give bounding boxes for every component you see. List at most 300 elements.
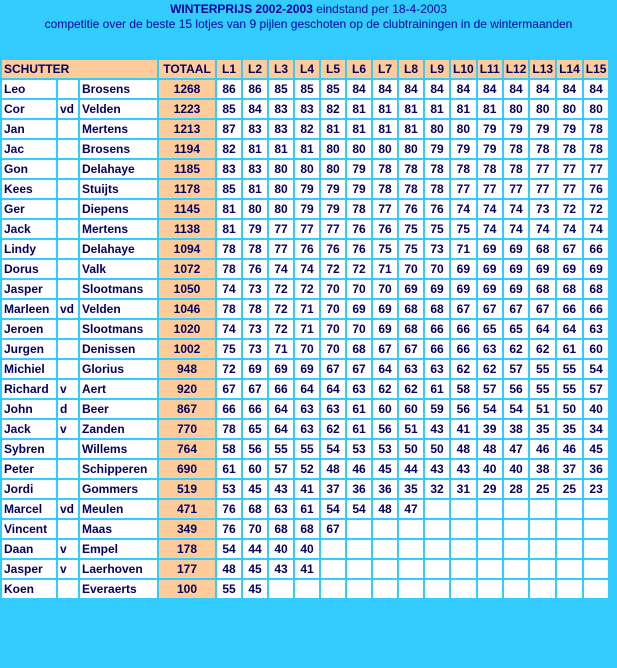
score-cell: 52 [295, 460, 319, 478]
score-cell: 77 [584, 160, 609, 178]
score-cell: 71 [373, 260, 397, 278]
score-cell: 66 [243, 400, 267, 418]
score-cell: 63 [399, 360, 423, 378]
score-cell [530, 580, 555, 598]
score-cell: 73 [243, 320, 267, 338]
score-cell: 43 [269, 560, 293, 578]
score-cell: 77 [478, 180, 502, 198]
total-cell: 100 [159, 580, 215, 598]
score-cell: 79 [557, 120, 582, 138]
score-cell [425, 540, 449, 558]
score-cell: 69 [347, 300, 371, 318]
score-cell: 78 [504, 160, 529, 178]
total-cell: 1194 [159, 140, 215, 158]
score-cell: 79 [321, 200, 345, 218]
score-cell [373, 520, 397, 538]
prefix-cell [58, 280, 78, 298]
last-name-cell: Schipperen [80, 460, 157, 478]
header-row [2, 60, 608, 78]
score-cell: 69 [425, 280, 449, 298]
score-cell: 69 [557, 260, 582, 278]
table-row [2, 380, 608, 398]
last-name-cell: Everaerts [80, 580, 157, 598]
score-cell: 70 [321, 280, 345, 298]
score-cell [399, 580, 423, 598]
score-cell [584, 580, 609, 598]
standings-table [0, 58, 610, 600]
last-name-cell: Slootmans [80, 320, 157, 338]
score-cell: 77 [295, 220, 319, 238]
table-row [2, 480, 608, 498]
score-cell: 60 [399, 400, 423, 418]
score-cell: 70 [347, 280, 371, 298]
score-cell: 76 [217, 520, 241, 538]
score-cell: 45 [243, 580, 267, 598]
table-row [2, 580, 608, 598]
score-cell [557, 500, 582, 518]
score-cell: 74 [217, 280, 241, 298]
score-cell: 53 [217, 480, 241, 498]
prefix-cell [58, 320, 78, 338]
score-cell: 78 [557, 140, 582, 158]
table-row [2, 80, 608, 98]
page-subtitle: competitie over de beste 15 lotjes van 9 pijlen geschoten op de clubtrainingen in de wintermaanden [44, 17, 573, 31]
score-cell: 69 [295, 360, 319, 378]
score-cell [399, 560, 423, 578]
score-cell: 61 [557, 340, 582, 358]
total-cell: 920 [159, 380, 215, 398]
table-row [2, 360, 608, 378]
score-cell: 81 [243, 140, 267, 158]
score-cell: 74 [530, 220, 555, 238]
score-cell [504, 540, 529, 558]
score-cell: 78 [504, 140, 529, 158]
first-name-cell: Richard [2, 380, 56, 398]
column-header-round: L6 [347, 60, 371, 78]
first-name-cell: Jasper [2, 560, 56, 578]
score-cell: 78 [373, 160, 397, 178]
score-cell: 25 [557, 480, 582, 498]
score-cell: 65 [504, 320, 529, 338]
score-cell: 76 [425, 200, 449, 218]
score-cell: 75 [399, 240, 423, 258]
score-cell: 63 [584, 320, 609, 338]
score-cell: 35 [557, 420, 582, 438]
score-cell: 85 [295, 80, 319, 98]
score-cell: 86 [243, 80, 267, 98]
score-cell: 70 [399, 260, 423, 278]
score-cell: 78 [530, 140, 555, 158]
score-cell: 57 [478, 380, 502, 398]
score-cell: 81 [295, 140, 319, 158]
score-cell: 37 [557, 460, 582, 478]
score-cell: 72 [269, 280, 293, 298]
score-cell: 79 [478, 120, 502, 138]
score-cell: 41 [295, 560, 319, 578]
prefix-cell [58, 340, 78, 358]
score-cell [425, 520, 449, 538]
score-cell: 72 [321, 260, 345, 278]
score-cell: 84 [478, 80, 502, 98]
prefix-cell: d [58, 400, 78, 418]
score-cell: 74 [451, 200, 476, 218]
last-name-cell: Glorius [80, 360, 157, 378]
first-name-cell: Marcel [2, 500, 56, 518]
score-cell: 38 [530, 460, 555, 478]
score-cell: 55 [269, 440, 293, 458]
score-cell: 53 [347, 440, 371, 458]
score-cell: 54 [504, 400, 529, 418]
first-name-cell: Kees [2, 180, 56, 198]
score-cell: 76 [373, 220, 397, 238]
score-cell: 76 [584, 180, 609, 198]
score-cell: 80 [295, 160, 319, 178]
score-cell: 69 [373, 320, 397, 338]
last-name-cell: Velden [80, 100, 157, 118]
score-cell: 80 [321, 160, 345, 178]
column-header-round: L12 [505, 62, 527, 76]
table-row [2, 460, 608, 478]
table-row [2, 240, 608, 258]
table-row [2, 180, 608, 198]
first-name-cell: Vincent [2, 520, 56, 538]
score-cell: 80 [347, 140, 371, 158]
score-cell [347, 540, 371, 558]
score-cell: 77 [269, 220, 293, 238]
total-cell: 1050 [159, 280, 215, 298]
score-cell: 75 [217, 340, 241, 358]
prefix-cell [58, 200, 78, 218]
score-cell: 55 [557, 360, 582, 378]
first-name-cell: John [2, 400, 56, 418]
score-cell: 68 [399, 300, 423, 318]
table-row [2, 500, 608, 518]
score-cell: 61 [295, 500, 319, 518]
score-cell: 85 [217, 180, 241, 198]
score-cell: 66 [451, 320, 476, 338]
score-cell: 77 [557, 160, 582, 178]
score-cell: 67 [557, 240, 582, 258]
first-name-cell: Jac [2, 140, 56, 158]
score-cell: 79 [504, 120, 529, 138]
first-name-cell: Jack [2, 220, 56, 238]
column-header-round: L15 [585, 62, 607, 76]
last-name-cell: Meulen [80, 500, 157, 518]
score-cell: 66 [451, 340, 476, 358]
last-name-cell: Delahaye [80, 160, 157, 178]
score-cell: 57 [504, 360, 529, 378]
score-cell: 66 [557, 300, 582, 318]
score-cell: 81 [478, 100, 502, 118]
score-cell [347, 580, 371, 598]
score-cell: 40 [295, 540, 319, 558]
score-cell: 82 [217, 140, 241, 158]
total-cell: 1094 [159, 240, 215, 258]
score-cell: 67 [530, 300, 555, 318]
score-cell: 84 [243, 100, 267, 118]
score-cell: 50 [557, 400, 582, 418]
score-cell: 68 [347, 340, 371, 358]
last-name-cell: Diepens [80, 200, 157, 218]
last-name-cell: Brosens [80, 80, 157, 98]
column-header-round: L9 [425, 60, 449, 78]
score-cell: 68 [269, 520, 293, 538]
score-cell: 84 [584, 80, 609, 98]
score-cell: 62 [373, 380, 397, 398]
prefix-cell [58, 80, 78, 98]
total-cell: 1138 [159, 220, 215, 238]
score-cell: 77 [504, 180, 529, 198]
score-cell [504, 520, 529, 538]
score-cell [478, 520, 502, 538]
score-cell: 79 [295, 180, 319, 198]
table-row [2, 560, 608, 578]
score-cell: 63 [269, 500, 293, 518]
last-name-cell: Mertens [80, 120, 157, 138]
total-cell: 948 [159, 360, 215, 378]
score-cell: 76 [399, 200, 423, 218]
score-cell: 41 [451, 420, 476, 438]
score-cell [557, 560, 582, 578]
table-row [2, 220, 608, 238]
score-cell: 68 [530, 280, 555, 298]
score-cell [347, 560, 371, 578]
score-cell: 63 [347, 380, 371, 398]
score-cell: 78 [425, 180, 449, 198]
score-cell: 79 [295, 200, 319, 218]
column-header-round: L14 [559, 62, 580, 76]
score-cell: 67 [451, 300, 476, 318]
score-cell: 46 [557, 440, 582, 458]
score-cell: 61 [217, 460, 241, 478]
score-cell: 44 [243, 540, 267, 558]
last-name-cell: Slootmans [80, 280, 157, 298]
score-cell: 63 [321, 400, 345, 418]
score-cell: 48 [478, 440, 502, 458]
total-cell: 177 [159, 560, 215, 578]
last-name-cell: Maas [80, 520, 157, 538]
score-cell: 48 [373, 500, 397, 518]
score-cell: 84 [504, 80, 529, 98]
score-cell: 62 [504, 340, 529, 358]
score-cell: 78 [243, 240, 267, 258]
score-cell: 62 [451, 360, 476, 378]
score-cell [451, 560, 476, 578]
score-cell: 66 [217, 400, 241, 418]
prefix-cell [58, 480, 78, 498]
score-cell: 59 [425, 400, 449, 418]
score-cell: 80 [373, 140, 397, 158]
score-cell: 36 [373, 480, 397, 498]
score-cell: 74 [269, 260, 293, 278]
score-cell [478, 500, 502, 518]
score-cell: 74 [504, 200, 529, 218]
score-cell: 80 [269, 200, 293, 218]
total-cell: 471 [159, 500, 215, 518]
last-name-cell: Stuijts [80, 180, 157, 198]
score-cell [451, 520, 476, 538]
score-cell [321, 580, 345, 598]
score-cell: 76 [321, 240, 345, 258]
score-cell: 87 [217, 120, 241, 138]
table-row [2, 440, 608, 458]
score-cell: 81 [399, 100, 423, 118]
score-cell: 39 [478, 420, 502, 438]
score-cell: 65 [243, 420, 267, 438]
score-cell: 70 [321, 320, 345, 338]
score-cell: 80 [399, 140, 423, 158]
prefix-cell: vd [58, 500, 78, 518]
score-cell: 35 [399, 480, 423, 498]
score-cell: 72 [269, 300, 293, 318]
first-name-cell: Marleen [2, 300, 56, 318]
last-name-cell: Zanden [80, 420, 157, 438]
last-name-cell: Brosens [80, 140, 157, 158]
score-cell: 72 [295, 280, 319, 298]
score-cell: 71 [269, 340, 293, 358]
last-name-cell: Mertens [80, 220, 157, 238]
score-cell: 78 [451, 160, 476, 178]
score-cell: 69 [504, 260, 529, 278]
score-cell: 78 [399, 160, 423, 178]
score-cell: 72 [217, 360, 241, 378]
score-cell: 75 [399, 220, 423, 238]
score-cell [269, 580, 293, 598]
column-header-round: L3 [269, 60, 293, 78]
score-cell: 80 [451, 120, 476, 138]
score-cell [504, 500, 529, 518]
score-cell: 57 [584, 380, 609, 398]
score-cell: 79 [530, 120, 555, 138]
last-name-cell: Aert [80, 380, 157, 398]
score-cell: 71 [295, 300, 319, 318]
score-cell: 67 [321, 520, 345, 538]
score-cell: 85 [217, 100, 241, 118]
title-bold: WINTERPRIJS 2002-2003 [170, 2, 313, 16]
prefix-cell: vd [58, 100, 78, 118]
total-cell: 690 [159, 460, 215, 478]
score-cell: 81 [451, 100, 476, 118]
score-cell: 64 [295, 380, 319, 398]
score-cell: 40 [269, 540, 293, 558]
score-cell: 78 [347, 200, 371, 218]
score-cell: 78 [217, 260, 241, 278]
score-cell: 69 [451, 260, 476, 278]
total-cell: 1268 [159, 80, 215, 98]
score-cell [295, 580, 319, 598]
score-cell: 69 [530, 260, 555, 278]
score-cell: 67 [347, 360, 371, 378]
score-cell: 85 [269, 80, 293, 98]
score-cell: 80 [243, 200, 267, 218]
score-cell: 76 [217, 500, 241, 518]
score-cell [425, 560, 449, 578]
score-cell: 68 [584, 280, 609, 298]
score-cell: 79 [451, 140, 476, 158]
page-title [0, 2, 617, 17]
score-cell: 80 [584, 100, 609, 118]
score-cell [584, 540, 609, 558]
score-cell [373, 540, 397, 558]
first-name-cell: Peter [2, 460, 56, 478]
prefix-cell: vd [58, 300, 78, 318]
score-cell: 36 [347, 480, 371, 498]
score-cell: 25 [530, 480, 555, 498]
score-cell [530, 540, 555, 558]
page-header [0, 0, 617, 58]
score-cell: 64 [530, 320, 555, 338]
score-cell: 76 [295, 240, 319, 258]
score-cell: 79 [243, 220, 267, 238]
score-cell: 28 [504, 480, 529, 498]
score-cell: 74 [584, 220, 609, 238]
score-cell: 66 [425, 320, 449, 338]
column-header-round: L8 [399, 60, 423, 78]
prefix-cell [58, 180, 78, 198]
score-cell: 69 [504, 280, 529, 298]
total-cell: 1020 [159, 320, 215, 338]
score-cell [504, 580, 529, 598]
score-cell [530, 500, 555, 518]
first-name-cell: Ger [2, 200, 56, 218]
last-name-cell: Velden [80, 300, 157, 318]
score-cell: 83 [217, 160, 241, 178]
score-cell [451, 540, 476, 558]
score-cell: 83 [243, 120, 267, 138]
column-header-round: L10 [453, 62, 474, 76]
column-header-schutter: SCHUTTER [2, 60, 157, 78]
score-cell: 79 [347, 180, 371, 198]
score-cell: 56 [504, 380, 529, 398]
score-cell: 58 [217, 440, 241, 458]
total-cell: 178 [159, 540, 215, 558]
column-header-round: L7 [373, 60, 397, 78]
score-cell [557, 520, 582, 538]
score-cell [530, 520, 555, 538]
score-cell: 70 [321, 300, 345, 318]
score-cell: 46 [347, 460, 371, 478]
table-row [2, 280, 608, 298]
score-cell: 74 [295, 260, 319, 278]
score-cell: 75 [425, 220, 449, 238]
score-cell: 81 [373, 120, 397, 138]
score-cell [451, 500, 476, 518]
prefix-cell [58, 440, 78, 458]
score-cell: 80 [321, 140, 345, 158]
prefix-cell: v [58, 420, 78, 438]
score-cell: 61 [347, 400, 371, 418]
score-cell: 60 [243, 460, 267, 478]
table-row [2, 120, 608, 138]
score-cell: 57 [269, 460, 293, 478]
title-date: eindstand per 18-4-2003 [312, 2, 447, 16]
score-cell: 64 [269, 400, 293, 418]
score-cell: 43 [425, 420, 449, 438]
score-cell: 72 [557, 200, 582, 218]
score-cell: 81 [347, 100, 371, 118]
score-cell: 71 [451, 240, 476, 258]
score-cell: 62 [478, 360, 502, 378]
score-cell: 43 [425, 460, 449, 478]
score-cell: 69 [399, 280, 423, 298]
first-name-cell: Daan [2, 540, 56, 558]
first-name-cell: Dorus [2, 260, 56, 278]
score-cell: 54 [321, 440, 345, 458]
score-cell: 66 [584, 300, 609, 318]
first-name-cell: Jurgen [2, 340, 56, 358]
score-cell: 65 [478, 320, 502, 338]
score-cell: 74 [217, 320, 241, 338]
